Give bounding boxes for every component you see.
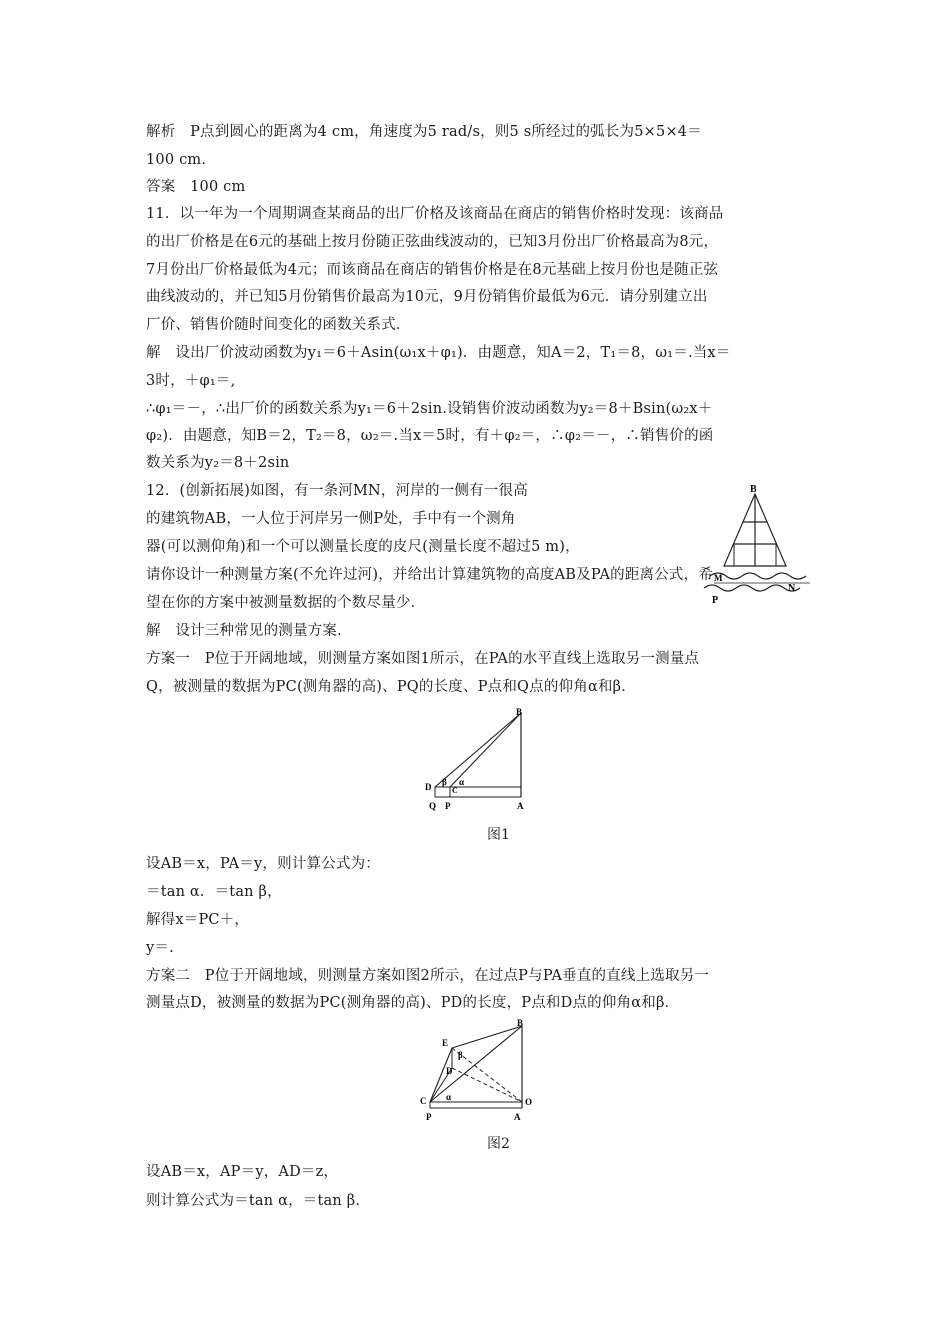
solution-11-line-4: φ₂)．由题意，知B＝2，T₂＝8，ω₂＝.当x＝5时，有＋φ₂＝，∴φ₂＝－，∴销售价的函: [146, 428, 714, 444]
fig2-label-e: E: [442, 1038, 449, 1048]
fig1-label-q: Q: [429, 801, 437, 811]
fig2-label-b: B: [517, 1018, 524, 1028]
figure-1-caption: 图1: [487, 827, 510, 843]
solution-11-line-1: 解 设出厂价波动函数为y₁＝6＋Asin(ω₁x＋φ₁)．由题意，知A＝2，T₁＝8，ω₁＝.当x＝: [146, 345, 731, 361]
fig1-label-alpha: α: [459, 777, 465, 787]
fig0-label-p: P: [712, 595, 719, 606]
text-line-2: 100 cm.: [146, 152, 207, 168]
fig1-label-d: D: [425, 782, 432, 792]
fig2-label-o: O: [525, 1097, 533, 1107]
fig1-label-a: A: [517, 801, 524, 811]
fig2-label-alpha: α: [446, 1092, 452, 1102]
plan-1-line-2: Q，被测量的数据为PC(测角器的高)、PQ的长度、P点和Q点的仰角α和β．: [146, 679, 636, 695]
solution-12-intro: 解 设计三种常见的测量方案．: [146, 623, 352, 639]
fig0-label-m: M: [714, 573, 723, 583]
fig0-label-n: N: [788, 583, 796, 594]
solution-11-line-5: 数关系为y₂＝8＋2sin: [146, 455, 290, 471]
problem-11-line-3: 7月份出厂价格最低为4元；而该商品在商店的销售价格是在8元基础上按月份也是随正弦: [146, 262, 719, 278]
plan-1-formula-3: 解得x＝PC＋，: [146, 912, 250, 928]
plan-2-line-1: 方案二 P位于开阔地域，则测量方案如图2所示，在过点P与PA垂直的直线上选取另一: [146, 968, 710, 984]
fig2-label-beta: β: [458, 1050, 463, 1060]
fig1-label-b: B: [516, 707, 523, 717]
solution-11-line-3: ∴φ₁＝－，∴出厂价的函数关系为y₁＝6＋2sin.设销售价波动函数为y₂＝8＋Bsin(ω₂x＋: [146, 401, 713, 417]
fig1-label-p: P: [445, 801, 451, 811]
plan-2-line-2: 测量点D，被测量的数据为PC(测角器的高)、PD的长度，P点和D点的仰角α和β．: [146, 995, 680, 1011]
problem-12-line-1: 12．(创新拓展)如图，有一条河MN，河岸的一侧有一很高: [146, 483, 528, 499]
text-line-1: 解析 P点到圆心的距离为4 cm，角速度为5 rad/s，则5 s所经过的弧长为5×5×4＝: [146, 124, 702, 140]
problem-12-line-4: 请你设计一种测量方案(不允许过河)，并给出计算建筑物的高度AB及PA的距离公式，希: [146, 567, 714, 583]
plan-2-formula-1: 设AB＝x，AP＝y，AD＝z，: [146, 1164, 339, 1180]
problem-11-line-1: 11．以一年为一个周期调查某商品的出厂价格及该商品在商店的销售价格时发现：该商品: [146, 206, 724, 222]
plan-1-formula-4: y＝.: [146, 940, 174, 956]
fig1-label-c: C: [452, 786, 458, 795]
problem-12-line-2: 的建筑物AB，一人位于河岸另一侧P处，手中有一个测角: [146, 511, 516, 527]
plan-1-formula-1: 设AB＝x，PA＝y，则计算公式为：: [146, 856, 380, 872]
figure-1-diagram: [415, 705, 535, 817]
problem-11-line-5: 厂价、销售价随时间变化的函数关系式．: [146, 317, 411, 333]
problem-12-line-5: 望在你的方案中被测量数据的个数尽量少．: [146, 595, 426, 611]
problem-12-line-3: 器(可以测仰角)和一个可以测量长度的皮尺(测量长度不超过5 m)，: [146, 539, 580, 555]
problem-11-line-2: 的出厂价格是在6元的基础上按月份随正弦曲线波动的，已知3月份出厂价格最高为8元，: [146, 234, 719, 250]
fig1-label-beta: β: [442, 777, 447, 787]
plan-1-formula-2: ＝tan α．＝tan β，: [146, 884, 282, 900]
solution-11-line-2: 3时，＋φ₁＝,: [146, 373, 236, 389]
figure-2-caption: 图2: [487, 1136, 510, 1152]
fig0-label-b: B: [750, 484, 757, 495]
plan-2-formula-2: 则计算公式为＝tan α，＝tan β.: [146, 1193, 361, 1209]
answer-line: 答案 100 cm: [146, 179, 246, 195]
fig2-label-a: A: [514, 1112, 521, 1122]
fig2-label-d: D: [446, 1066, 453, 1076]
fig2-label-p: P: [426, 1112, 432, 1122]
fig2-label-c: C: [420, 1096, 427, 1106]
problem-11-line-4: 曲线波动的，并已知5月份销售价最高为10元，9月份销售价最低为6元．请分别建立出: [146, 289, 708, 305]
figure-2-diagram: [412, 1018, 542, 1128]
river-building-figure: [700, 480, 820, 610]
plan-1-line-1: 方案一 P位于开阔地域，则测量方案如图1所示，在PA的水平直线上选取另一测量点: [146, 651, 700, 667]
